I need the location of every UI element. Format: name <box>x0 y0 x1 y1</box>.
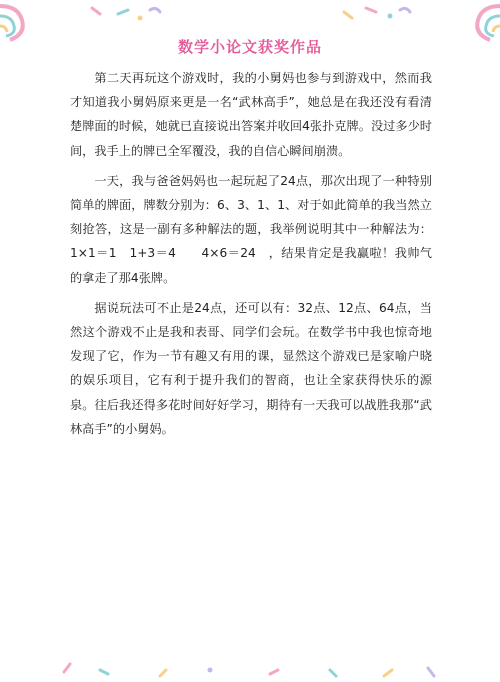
paragraph-2: 一天，我与爸爸妈妈也一起玩起了24点，那次出现了一种特别简单的牌面，牌数分别为：6、3、1、1、对于如此简单的我当然立刻抢答，这是一副有多种解法的题，我举例说明其中一种解法为：1×1＝1 1+3＝4 4×6＝24 ，结果肯定是我赢啦！我帅气的拿走了那4张牌。 <box>70 173 432 285</box>
paragraph-3: 据说玩法可不止是24点，还可以有：32点、12点、64点，当然这个游戏不止是我和表哥、同学们会玩。在数学书中我也惊奇地发现了它，作为一节有趣又有用的课，显然这个游戏已是家喻户晓的娱乐项目，它有利于提升我们的智商，也让全家获得快乐的源泉。往后我还得多花时间好好学习，期待有一天我可以战胜我那“武林高手”的小舅妈。 <box>70 300 432 436</box>
paragraph-1: 第二天再玩这个游戏时，我的小舅妈也参与到游戏中，然而我才知道我小舅妈原来更是一名“武林高手”，她总是在我还没有看清楚牌面的时候，她就已直接说出答案并收回4张扑克牌。没过多少时间，我手上的牌已全军覆没，我的自信心瞬间崩溃。 <box>70 71 432 158</box>
bottom-confetti-border <box>0 646 500 682</box>
document-body <box>70 66 432 447</box>
document-title: 数学小论文获奖作品 <box>177 38 322 56</box>
top-confetti-border <box>0 0 500 36</box>
